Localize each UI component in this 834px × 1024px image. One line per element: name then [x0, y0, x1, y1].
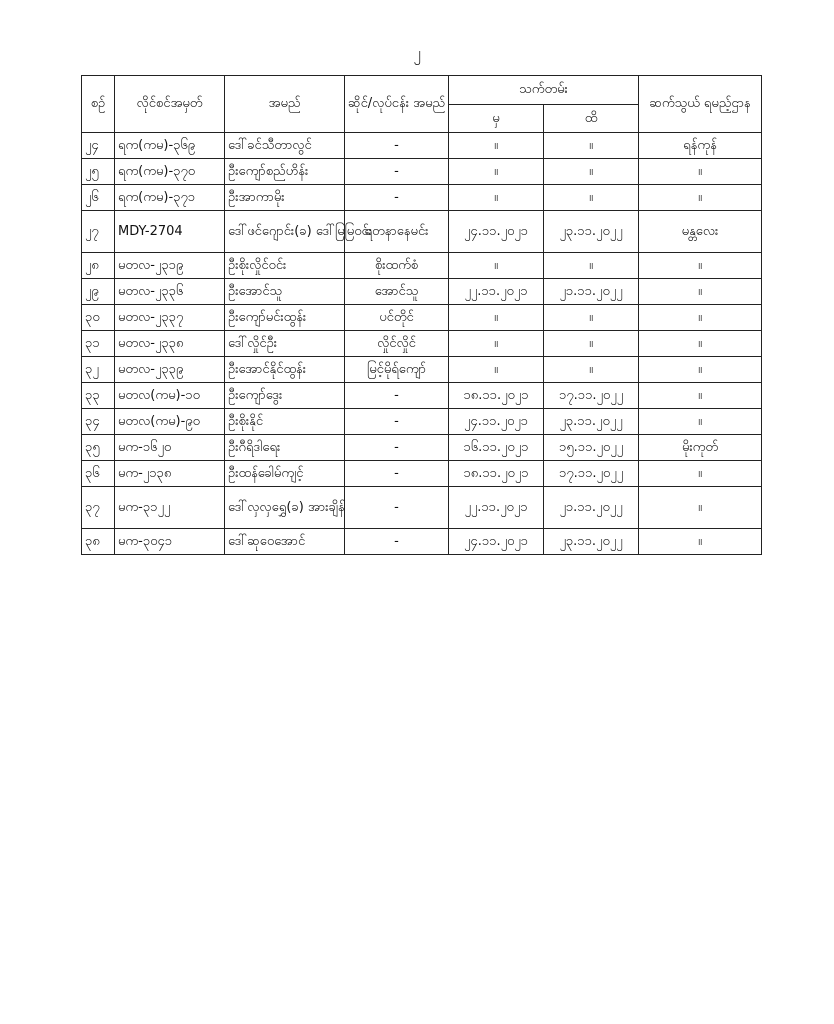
table-row	[82, 435, 762, 461]
cell-license: မတလ-၂၃၃၆	[115, 279, 225, 305]
table-row	[82, 185, 762, 211]
cell-contact: ။	[639, 159, 762, 185]
cell-to: ။	[544, 253, 639, 279]
cell-license: ရက(ကမ)-၃၆၉	[115, 133, 225, 159]
cell-name: ဦးအောင်သူ	[225, 279, 345, 305]
cell-contact: ။	[639, 305, 762, 331]
table-row	[82, 279, 762, 305]
cell-to: ၁၇.၁၁.၂၀၂၂	[544, 383, 639, 409]
table-row	[82, 357, 762, 383]
cell-shop: -	[345, 435, 449, 461]
cell-shop: အောင်သူ	[345, 279, 449, 305]
cell-contact: ။	[639, 253, 762, 279]
cell-contact: ။	[639, 331, 762, 357]
license-table	[81, 75, 762, 555]
header-name: အမည်	[225, 76, 345, 133]
cell-from: ၂၄.၁၁.၂၀၂၁	[449, 409, 544, 435]
cell-name: ဦးကျော်ဒွေး	[225, 383, 345, 409]
cell-from: ။	[449, 253, 544, 279]
cell-from: ၂၄.၁၁.၂၀၂၁	[449, 529, 544, 555]
cell-license: MDY-2704	[115, 211, 225, 253]
cell-shop: -	[345, 133, 449, 159]
header-period: သက်တမ်း	[449, 76, 639, 105]
cell-name: ဦးစိုးနိုင်	[225, 409, 345, 435]
table-row	[82, 159, 762, 185]
cell-from: ၁၈.၁၁.၂၀၂၁	[449, 383, 544, 409]
cell-name: ဦးထန်ခေါမ်ကျင့်	[225, 461, 345, 487]
cell-shop: -	[345, 185, 449, 211]
cell-license: မတလ-၂၃၁၉	[115, 253, 225, 279]
cell-name: ဦးဂီရိဒါရေး	[225, 435, 345, 461]
cell-no: ၃၈	[82, 529, 115, 555]
cell-to: ၂၃.၁၁.၂၀၂၂	[544, 529, 639, 555]
cell-license: မက-၃၀၄၁	[115, 529, 225, 555]
cell-shop: လှိုင်လှိုင်	[345, 331, 449, 357]
cell-name: ဒေါ်ဖင်ဂျောင်း(ခ) ဒေါ်မြမြဝင်း	[225, 211, 345, 253]
cell-shop: -	[345, 529, 449, 555]
cell-contact: ။	[639, 529, 762, 555]
cell-name: ဒေါ်ဆုဝေအောင်	[225, 529, 345, 555]
cell-no: ၂၅	[82, 159, 115, 185]
cell-no: ၂၄	[82, 133, 115, 159]
cell-contact: ။	[639, 279, 762, 305]
cell-from: ၁၈.၁၁.၂၀၂၁	[449, 461, 544, 487]
cell-license: မတလ-၂၃၃၉	[115, 357, 225, 383]
header-shop: ဆိုင်/လုပ်ငန်း အမည်	[345, 76, 449, 133]
cell-no: ၃၅	[82, 435, 115, 461]
table-row	[82, 487, 762, 529]
cell-to: ၁၇.၁၁.၂၀၂၂	[544, 461, 639, 487]
cell-name: ဒေါ်လှိုင်ဦး	[225, 331, 345, 357]
table-row	[82, 409, 762, 435]
cell-name: ဦးစိုးလှိုင်ဝင်း	[225, 253, 345, 279]
cell-contact: ။	[639, 383, 762, 409]
cell-to: ။	[544, 133, 639, 159]
table-row	[82, 253, 762, 279]
cell-license: မတလ-၂၃၃၇	[115, 305, 225, 331]
table-header-row	[82, 76, 762, 105]
table-row	[82, 305, 762, 331]
cell-contact: ။	[639, 487, 762, 529]
cell-name: ဒေါ်လှလှရွှေ(ခ) အားချိန်	[225, 487, 345, 529]
cell-contact: ။	[639, 461, 762, 487]
cell-shop: စိုးထက်စံ	[345, 253, 449, 279]
cell-to: ၂၃.၁၁.၂၀၂၂	[544, 409, 639, 435]
cell-no: ၃၂	[82, 357, 115, 383]
cell-shop: မြင့်မိုရ်ကျော်	[345, 357, 449, 383]
cell-no: ၃၄	[82, 409, 115, 435]
cell-contact: မန္တလေး	[639, 211, 762, 253]
table-row	[82, 529, 762, 555]
cell-no: ၂၆	[82, 185, 115, 211]
cell-from: ။	[449, 305, 544, 331]
header-no: စဉ်	[82, 76, 115, 133]
cell-no: ၃၃	[82, 383, 115, 409]
header-from: မှ	[449, 105, 544, 133]
cell-shop: ပင်တိုင်	[345, 305, 449, 331]
cell-to: ၁၅.၁၁.၂၀၂၂	[544, 435, 639, 461]
cell-license: မက-၁၆၂၀	[115, 435, 225, 461]
cell-to: ။	[544, 305, 639, 331]
cell-from: ၁၆.၁၁.၂၀၂၁	[449, 435, 544, 461]
cell-contact: ။	[639, 357, 762, 383]
cell-contact: မိုးကုတ်	[639, 435, 762, 461]
cell-license: မတလ(ကမ)-၉၀	[115, 409, 225, 435]
cell-from: ၂၂.၁၁.၂၀၂၁	[449, 487, 544, 529]
table-row	[82, 383, 762, 409]
cell-to: ။	[544, 185, 639, 211]
table-row	[82, 461, 762, 487]
cell-to: ။	[544, 159, 639, 185]
cell-license: မတလ(ကမ)-၁၀	[115, 383, 225, 409]
cell-to: ၂၃.၁၁.၂၀၂၂	[544, 211, 639, 253]
cell-no: ၃၁	[82, 331, 115, 357]
cell-contact: ။	[639, 185, 762, 211]
table-row	[82, 133, 762, 159]
cell-no: ၂၉	[82, 279, 115, 305]
page-number: ၂	[413, 44, 421, 62]
cell-name: ဦးအာကာမိုး	[225, 185, 345, 211]
cell-from: ၂၂.၁၁.၂၀၂၁	[449, 279, 544, 305]
cell-shop: -	[345, 461, 449, 487]
cell-from: ၂၄.၁၁.၂၀၂၁	[449, 211, 544, 253]
cell-to: ၂၁.၁၁.၂၀၂၂	[544, 487, 639, 529]
cell-name: ဒေါ်ခင်သီတာလွင်	[225, 133, 345, 159]
cell-name: ဦးကျော်မင်းထွန်း	[225, 305, 345, 331]
cell-shop: -	[345, 409, 449, 435]
header-to: ထိ	[544, 105, 639, 133]
table-row	[82, 331, 762, 357]
table-row	[82, 211, 762, 253]
cell-contact: ရန်ကုန်	[639, 133, 762, 159]
cell-name: ဦးအောင်နိုင်ထွန်း	[225, 357, 345, 383]
cell-from: ။	[449, 159, 544, 185]
cell-name: ဦးကျော်စည်ဟိန်း	[225, 159, 345, 185]
cell-no: ၃၀	[82, 305, 115, 331]
cell-no: ၂၈	[82, 253, 115, 279]
cell-license: ရက(ကမ)-၃၇၁	[115, 185, 225, 211]
cell-no: ၂၇	[82, 211, 115, 253]
header-contact: ဆက်သွယ် ရမည့်ဌာန	[639, 76, 762, 133]
cell-license: ရက(ကမ)-၃၇၀	[115, 159, 225, 185]
cell-no: ၃၇	[82, 487, 115, 529]
cell-no: ၃၆	[82, 461, 115, 487]
table-body	[82, 133, 762, 555]
cell-from: ။	[449, 185, 544, 211]
cell-from: ။	[449, 357, 544, 383]
cell-license: မက-၃၁၂၂	[115, 487, 225, 529]
cell-shop: -	[345, 487, 449, 529]
header-license: လိုင်စင်အမှတ်	[115, 76, 225, 133]
cell-from: ။	[449, 331, 544, 357]
cell-to: ။	[544, 357, 639, 383]
cell-to: ။	[544, 331, 639, 357]
cell-to: ၂၁.၁၁.၂၀၂၂	[544, 279, 639, 305]
cell-contact: ။	[639, 409, 762, 435]
cell-shop: -	[345, 159, 449, 185]
cell-from: ။	[449, 133, 544, 159]
cell-license: မတလ-၂၃၃၈	[115, 331, 225, 357]
cell-license: မက-၂၁၃၈	[115, 461, 225, 487]
cell-shop: ရတနာနေမင်း	[345, 211, 449, 253]
cell-shop: -	[345, 383, 449, 409]
